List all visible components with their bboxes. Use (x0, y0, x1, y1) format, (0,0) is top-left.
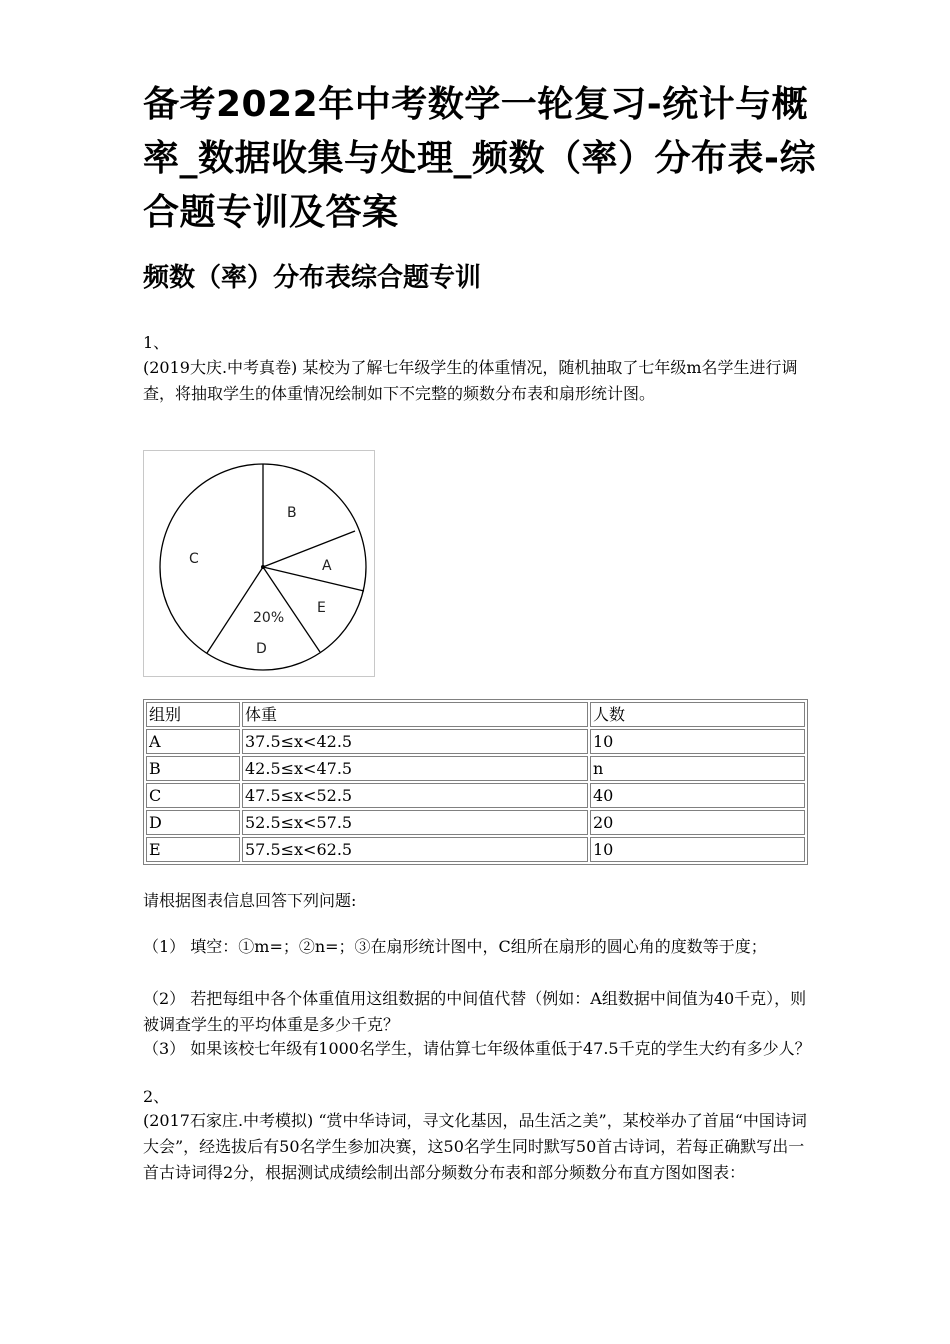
question-1-subquestion-3: （3） 如果该校七年级有1000名学生，请估算七年级体重低于47.5千克的学生大约有多少人？ (143, 1039, 811, 1058)
table-row (146, 810, 805, 835)
pie-chart-svg (144, 451, 374, 676)
table-cell: 20 (590, 810, 805, 835)
table-row (146, 756, 805, 781)
table-header-cell: 体重 (242, 702, 588, 727)
table-cell: 10 (590, 837, 805, 862)
table-row (146, 783, 805, 808)
table-row (146, 837, 805, 862)
question-1-subquestion-1: （1） 填空：①m=；②n=；③在扇形统计图中，C组所在扇形的圆心角的度数等于度； (143, 937, 767, 956)
table-cell: n (590, 756, 805, 781)
table-cell: 40 (590, 783, 805, 808)
question-2-number: 2、 (143, 1087, 170, 1106)
question-2-text: (2017石家庄.中考模拟) “赏中华诗词，寻文化基因，品生活之美”，某校举办了首届“中国诗词大会”，经选拔后有50名学生参加决赛，这50名学生同时默写50首古诗词，若每正确默写出一首古诗词得2分，根据测试成绩绘制出部分频数分布表和部分频数分布直方图如图表： (143, 1111, 807, 1182)
pie-label-a: A (322, 558, 332, 574)
pie-label-e: E (317, 600, 326, 616)
table-header-cell: 组别 (146, 702, 240, 727)
table-cell: D (146, 810, 240, 835)
pie-divider-b-a (263, 531, 355, 567)
question-1-prompt: 请根据图表信息回答下列问题: (143, 891, 357, 910)
table-cell: 37.5≤x<42.5 (242, 729, 588, 754)
question-1-text: (2019大庆.中考真卷) 某校为了解七年级学生的体重情况，随机抽取了七年级m名学生进行调查，将抽取学生的体重情况绘制如下不完整的频数分布表和扇形统计图。 (143, 358, 798, 403)
pie-label-d: D (256, 641, 267, 657)
frequency-table (143, 699, 808, 865)
pie-label-c: C (189, 551, 199, 567)
question-1-number: 1、 (143, 333, 170, 352)
table-row (146, 729, 805, 754)
pie-chart (143, 450, 375, 677)
section-heading: 频数（率）分布表综合题专训 (143, 263, 482, 293)
table-cell: E (146, 837, 240, 862)
table-cell: 10 (590, 729, 805, 754)
table-cell: C (146, 783, 240, 808)
pie-label-d-percent: 20% (253, 610, 285, 626)
pie-divider-a-e (263, 567, 364, 591)
table-cell: 52.5≤x<57.5 (242, 810, 588, 835)
document-title: 备考2022年中考数学一轮复习-统计与概率_数据收集与处理_频数（率）分布表-综合题专训及答案 (143, 84, 816, 233)
pie-center (261, 565, 265, 569)
pie-label-b: B (287, 505, 297, 521)
table-cell: 42.5≤x<47.5 (242, 756, 588, 781)
question-1-subquestion-2: （2） 若把每组中各个体重值用这组数据的中间值代替（例如：A组数据中间值为40千克），则被调查学生的平均体重是多少千克？ (143, 989, 807, 1034)
table-cell: B (146, 756, 240, 781)
table-header-cell: 人数 (590, 702, 805, 727)
table-header-row (146, 702, 805, 727)
table-cell: 57.5≤x<62.5 (242, 837, 588, 862)
table-cell: 47.5≤x<52.5 (242, 783, 588, 808)
table-cell: A (146, 729, 240, 754)
